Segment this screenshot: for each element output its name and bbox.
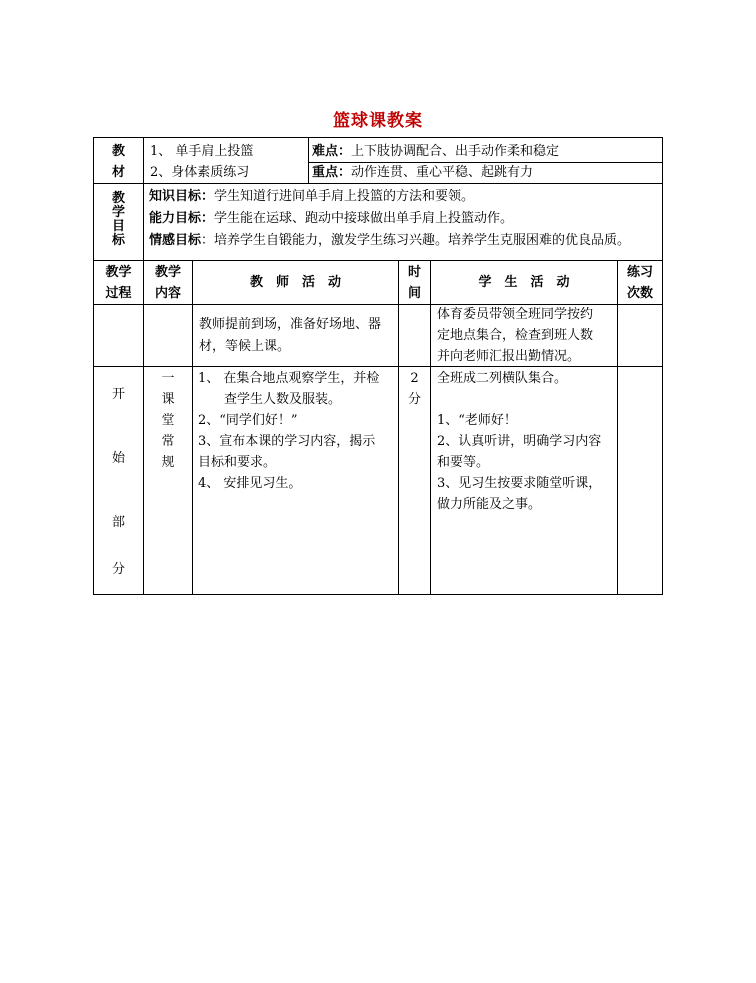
table-line (617, 260, 618, 595)
col-teacher: 教 师 活 动 (249, 275, 341, 290)
student-activity-line: 和要等。 (437, 455, 490, 470)
jiaocai-item: 1、 单手肩上投篮 (150, 144, 254, 159)
student-activity-line (437, 389, 617, 410)
nandian (312, 141, 662, 162)
goal-text: ：培养学生自锻能力，激发学生练习兴趣。培养学生克服困难的优良品质。 (201, 233, 631, 248)
page-title: 篮球课教案 (333, 111, 423, 131)
table-line (398, 260, 399, 595)
student-activity-line: 2、认真听讲，明确学习内容 (437, 434, 602, 449)
table-line (143, 137, 144, 184)
goal-knowledge (149, 186, 662, 208)
content-char: 堂 (161, 413, 175, 428)
start-student (437, 368, 617, 515)
table-line (192, 260, 193, 595)
table-line (143, 183, 144, 261)
prep-teacher-line: 教师提前到场，准备好场地、器 (199, 317, 382, 332)
content-routine (144, 368, 192, 473)
student-activity-line: 做力所能及之事。 (437, 497, 542, 512)
process-char: 始 (111, 451, 125, 466)
time-value: 2 (410, 371, 419, 386)
table-line (93, 260, 663, 261)
jiaocai-label (94, 141, 143, 183)
content-char: 课 (161, 392, 175, 407)
col-practice-text: 次数 (626, 286, 653, 301)
goals-label-char: 目 (111, 219, 125, 234)
zhongdian-label: 重点： (312, 165, 352, 180)
col-content (144, 262, 192, 304)
student-activity-line: 全班成二列横队集合。 (437, 371, 568, 386)
col-content-text: 内容 (154, 286, 181, 301)
process-char: 分 (111, 562, 125, 577)
goal-text: 学生能在运球、跑动中接球做出单手肩上投篮动作。 (214, 211, 514, 226)
col-time-text: 时 (407, 265, 421, 280)
teacher-activity-line: 目标和要求。 (198, 455, 277, 470)
teacher-activity-line: 1、 在集合地点观察学生，并检 (198, 371, 380, 386)
teacher-activity-line: 2、“同学们好！” (198, 413, 298, 428)
content-char: 一 (161, 371, 175, 386)
process-start (94, 384, 143, 580)
prep-student (437, 304, 617, 367)
student-activity-line: 3、见习生按要求随堂听课， (437, 476, 602, 491)
goal-ability (149, 208, 662, 230)
table-border-right (662, 137, 663, 595)
goal-label: 能力目标： (149, 211, 215, 226)
table-border-top (93, 137, 663, 138)
col-time-text: 间 (407, 286, 421, 301)
col-content-text: 教学 (154, 265, 181, 280)
prep-teacher-line: 材，等候上课。 (199, 339, 291, 354)
col-student: 学 生 活 动 (478, 275, 570, 290)
table-line (308, 137, 309, 184)
goal-label: 知识目标： (149, 189, 215, 204)
jiaocai-label-char: 材 (111, 165, 125, 180)
jiaocai-label-char: 教 (111, 144, 125, 159)
prep-student-line: 体育委员带领全班同学按约 (437, 307, 594, 322)
content-char: 规 (161, 455, 175, 470)
teacher-activity-line: 4、 安排见习生。 (198, 476, 302, 491)
zhongdian (312, 162, 662, 183)
teacher-activity-line: 查学生人数及服装。 (198, 392, 342, 407)
goal-emotion (149, 230, 662, 252)
process-char: 开 (111, 387, 125, 402)
process-char: 部 (111, 515, 125, 530)
content-char: 常 (161, 434, 175, 449)
teacher-activity-line: 3、宣布本课的学习内容，揭示 (198, 434, 376, 449)
zhongdian-text: 动作连贯、重心平稳、起跳有力 (351, 165, 534, 180)
table-line (93, 183, 663, 184)
col-process (94, 262, 143, 304)
goal-label: 情感目标 (149, 233, 202, 248)
goals-label (94, 192, 143, 248)
goal-text: 学生知道行进间单手肩上投篮的方法和要领。 (214, 189, 475, 204)
nandian-text: 上下肢协调配合、出手动作柔和稳定 (351, 144, 560, 159)
col-process-text: 教学 (105, 265, 132, 280)
goals-list (149, 186, 662, 252)
table-border-bottom (93, 594, 663, 595)
goals-label-char: 教 (111, 191, 125, 206)
goals-label-char: 标 (111, 233, 125, 248)
col-practice (618, 262, 662, 304)
prep-student-line: 并向老师汇报出勤情况。 (437, 349, 581, 364)
start-teacher (198, 368, 398, 494)
col-process-text: 过程 (105, 286, 132, 301)
nandian-label: 难点： (312, 144, 352, 159)
jiaocai-items (150, 141, 308, 183)
col-time (399, 262, 430, 304)
prep-student-line: 定地点集合，检查到班人数 (437, 328, 594, 343)
prep-teacher (199, 314, 398, 358)
jiaocai-item: 2、身体素质练习 (150, 165, 250, 180)
col-practice-text: 练习 (626, 265, 653, 280)
table-line (430, 260, 431, 595)
time-unit: 分 (407, 392, 421, 407)
goals-label-char: 学 (111, 205, 125, 220)
start-time (399, 368, 430, 410)
student-activity-line: 1、“老师好！ (437, 413, 517, 428)
